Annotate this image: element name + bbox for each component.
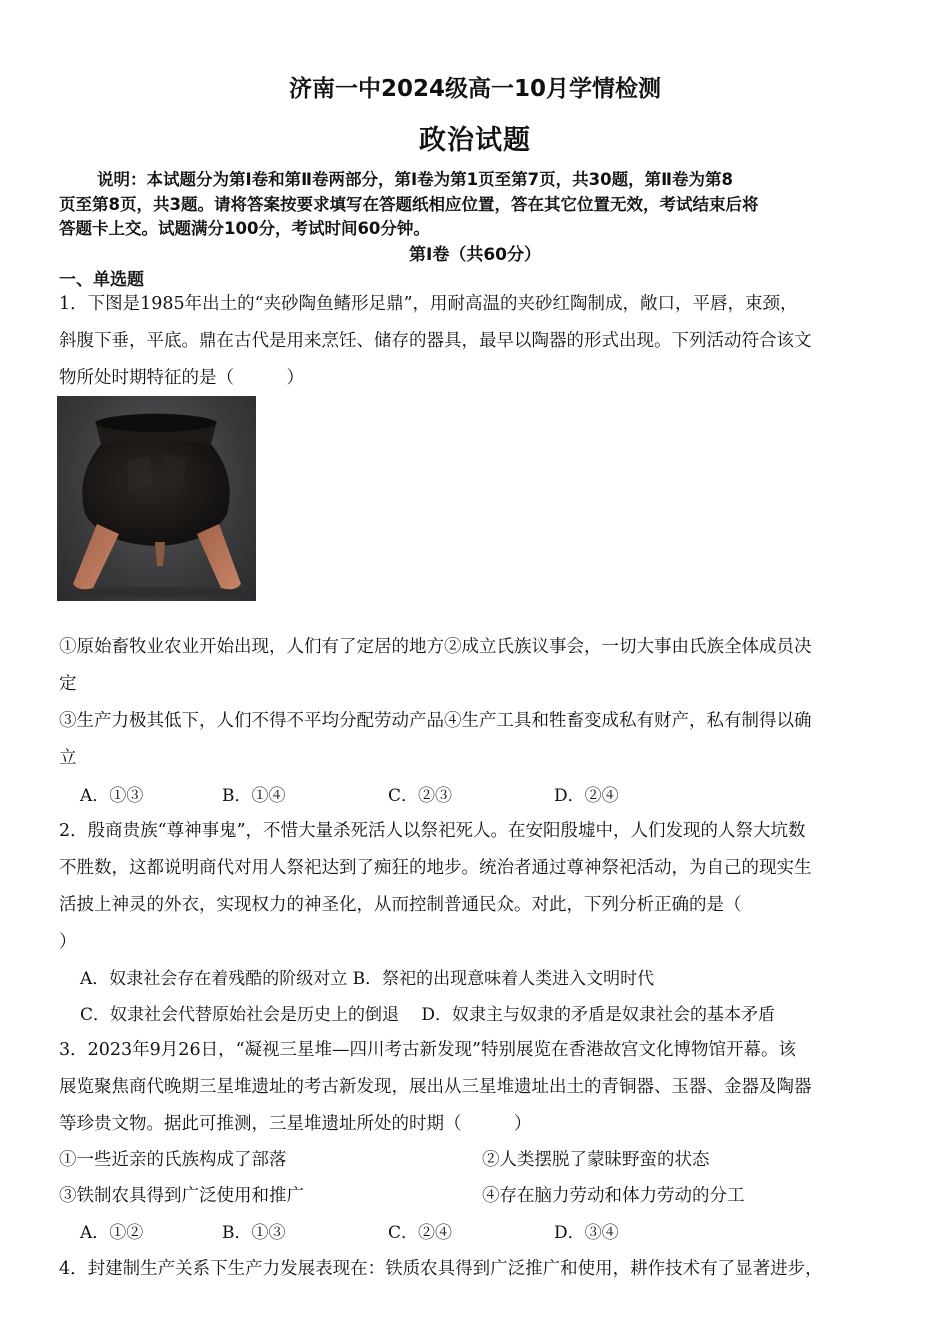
q4-stem-line-1: 4．封建制生产关系下生产力发展表现在：铁质农具得到广泛推广和使用，耕作技术有了显著进步， [59, 1259, 823, 1279]
q2-stem-line-1: 2．殷商贵族“尊神事鬼”，不惜大量杀死活人以祭祀死人。在安阳殷墟中，人们发现的人祭大坑数 [59, 821, 806, 841]
q3-stem-line-3: 等珍贵文物。据此可推测，三星堆遗址所处的时期（ ） [59, 1114, 532, 1134]
q3-statement-2: ②人类摆脱了蒙昧野蛮的状态 [482, 1150, 710, 1170]
q1-option-d[interactable]: D．②④ [554, 786, 619, 806]
q1-option-a[interactable]: A．①③ [80, 786, 144, 806]
q1-statement-line-3: ③生产力极其低下，人们不得不平均分配劳动产品④生产工具和牲畜变成私有财产，私有制得以确 [59, 711, 812, 731]
q2-options-ab[interactable]: A．奴隶社会存在着残酷的阶级对立 B．祭祀的出现意味着人类进入文明时代 [80, 969, 655, 989]
q3-option-b[interactable]: B．①③ [222, 1223, 286, 1243]
q3-statement-1: ①一些近亲的氏族构成了部落 [59, 1150, 287, 1170]
part-heading: 第Ⅰ卷（共60分） [409, 245, 541, 265]
q1-option-b[interactable]: B．①④ [222, 786, 286, 806]
q3-option-c[interactable]: C．②④ [388, 1223, 453, 1243]
q3-stem-line-2: 展览聚焦商代晚期三星堆遗址的考古新发现，展出从三星堆遗址出土的青铜器、玉器、金器及陶器 [59, 1077, 812, 1097]
q3-option-d[interactable]: D．③④ [554, 1223, 619, 1243]
q3-statement-3: ③铁制农具得到广泛使用和推广 [59, 1186, 304, 1206]
pottery-ding-photo [57, 396, 256, 601]
q2-stem-line-3: 活披上神灵的外衣，实现权力的神圣化，从而控制普通民众。对此，下列分析正确的是（ [59, 895, 742, 915]
q3-option-a[interactable]: A．①② [80, 1223, 144, 1243]
q1-statement-line-2: 定 [59, 674, 77, 694]
section-heading: 一、单选题 [59, 270, 144, 290]
subject-title: 政治试题 [419, 125, 531, 156]
q1-statement-line-1: ①原始畜牧业农业开始出现，人们有了定居的地方②成立氏族议事会，一切大事由氏族全体成员决 [59, 637, 812, 657]
instructions-line-1: 说明：本试题分为第Ⅰ卷和第Ⅱ卷两部分，第Ⅰ卷为第1页至第7页，共30题，第Ⅱ卷为第8 [97, 170, 733, 189]
q1-stem-line-3: 物所处时期特征的是（ ） [59, 368, 304, 388]
q1-option-c[interactable]: C．②③ [388, 786, 453, 806]
instructions-line-3: 答题卡上交。试题满分100分，考试时间60分钟。 [59, 219, 430, 238]
q2-stem-line-4: ） [59, 932, 77, 952]
q1-statement-line-4: 立 [59, 748, 77, 768]
q1-stem-line-2: 斜腹下垂，平底。鼎在古代是用来烹饪、储存的器具，最早以陶器的形式出现。下列活动符合该文 [59, 331, 812, 351]
q2-options-cd[interactable]: C．奴隶社会代替原始社会是历史上的倒退 D．奴隶主与奴隶的矛盾是奴隶社会的基本矛盾 [80, 1005, 776, 1025]
q1-stem-line-1: 1．下图是1985年出土的“夹砂陶鱼鳍形足鼎”，用耐高温的夹砂红陶制成，敞口，平唇，束颈， [59, 294, 798, 314]
q3-statement-4: ④存在脑力劳动和体力劳动的分工 [482, 1186, 745, 1206]
instructions-line-2: 页至第8页，共3题。请将答案按要求填写在答题纸相应位置，答在其它位置无效，考试结束后将 [59, 195, 759, 214]
q2-stem-line-2: 不胜数，这都说明商代对用人祭祀达到了痴狂的地步。统治者通过尊神祭祀活动，为自己的现实生 [59, 858, 812, 878]
q3-stem-line-1: 3．2023年9月26日，“凝视三星堆—四川考古新发现”特别展览在香港故宫文化博物馆开幕。该 [59, 1040, 796, 1060]
exam-title: 济南一中2024级高一10月学情检测 [288, 76, 662, 102]
pottery-ding-illustration [57, 396, 256, 601]
